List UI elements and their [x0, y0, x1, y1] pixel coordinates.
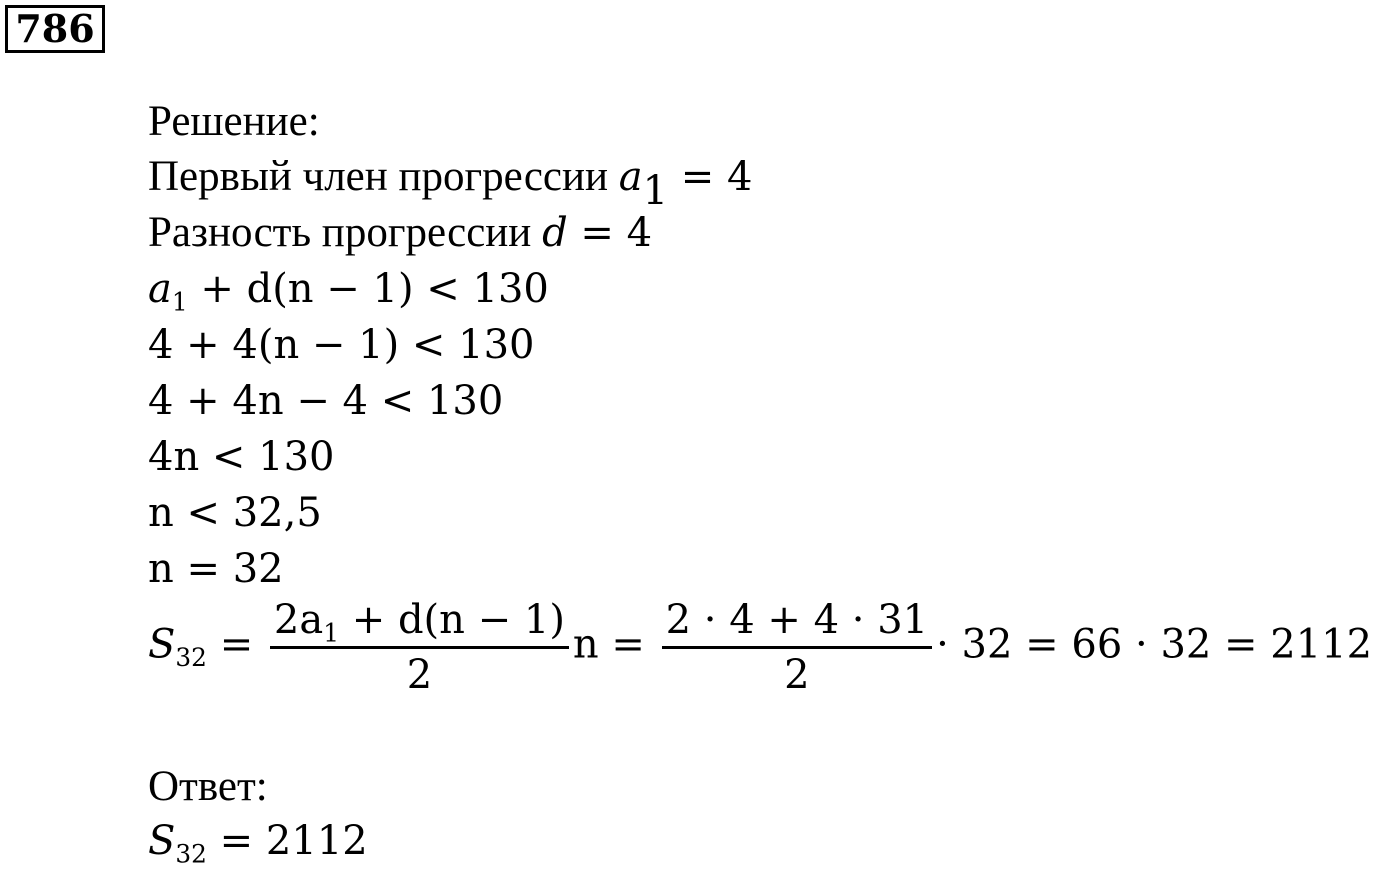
sum-mid: n =: [572, 621, 645, 668]
problem-number-box: [5, 5, 105, 53]
step-line-4: 4n < 130: [148, 434, 335, 480]
solution-label: Решение:: [148, 98, 320, 145]
first-term-sub: 1: [642, 168, 669, 214]
step-line-6: n = 32: [148, 546, 284, 592]
sum-frac1-num-sub: 1: [323, 618, 339, 648]
answer-label: Ответ:: [148, 763, 268, 810]
answer-line: [148, 816, 368, 869]
problem-number: 786: [15, 6, 95, 51]
step-1-var: a: [148, 266, 172, 312]
sum-fraction-2-numerator: 2 · 4 + 4 · 31: [662, 598, 932, 649]
sum-formula: [148, 598, 1372, 697]
step-line-5: n < 32,5: [148, 490, 322, 536]
step-1-sub: 1: [171, 287, 188, 317]
answer-sub: 32: [175, 839, 207, 869]
difference-value: = 4: [567, 210, 653, 256]
sum-fraction-2: [662, 598, 932, 697]
sum-lhs-var: S: [148, 621, 176, 668]
first-term-var: a: [618, 154, 643, 200]
sum-fraction-1-denominator: 2: [406, 652, 433, 698]
sum-fraction-2-denominator: 2: [784, 652, 810, 698]
step-line-1: [148, 264, 549, 317]
sum-frac1-num-rest: + d(n − 1): [339, 597, 565, 643]
sum-lhs-sub: 32: [175, 643, 207, 673]
first-term-value: = 4: [668, 154, 753, 200]
first-term-text: Первый член прогрессии: [148, 153, 619, 200]
answer-value: = 2112: [206, 818, 368, 864]
sum-fraction-1-numerator: [270, 598, 569, 649]
step-line-3: 4 + 4n − 4 < 130: [148, 378, 504, 424]
answer-var: S: [148, 818, 176, 864]
sum-fraction-1: [270, 598, 569, 697]
difference-line: [148, 208, 652, 258]
sum-frac1-num-a: 2a: [273, 597, 324, 643]
difference-text: Разность прогрессии: [148, 209, 543, 256]
step-line-2: 4 + 4(n − 1) < 130: [148, 322, 535, 368]
step-1-rest: + d(n − 1) < 130: [187, 266, 549, 312]
sum-tail: · 32 = 66 · 32 = 2112: [936, 621, 1373, 668]
first-term-line: [148, 152, 753, 214]
sum-eq: =: [219, 621, 254, 668]
difference-var: d: [542, 210, 568, 256]
